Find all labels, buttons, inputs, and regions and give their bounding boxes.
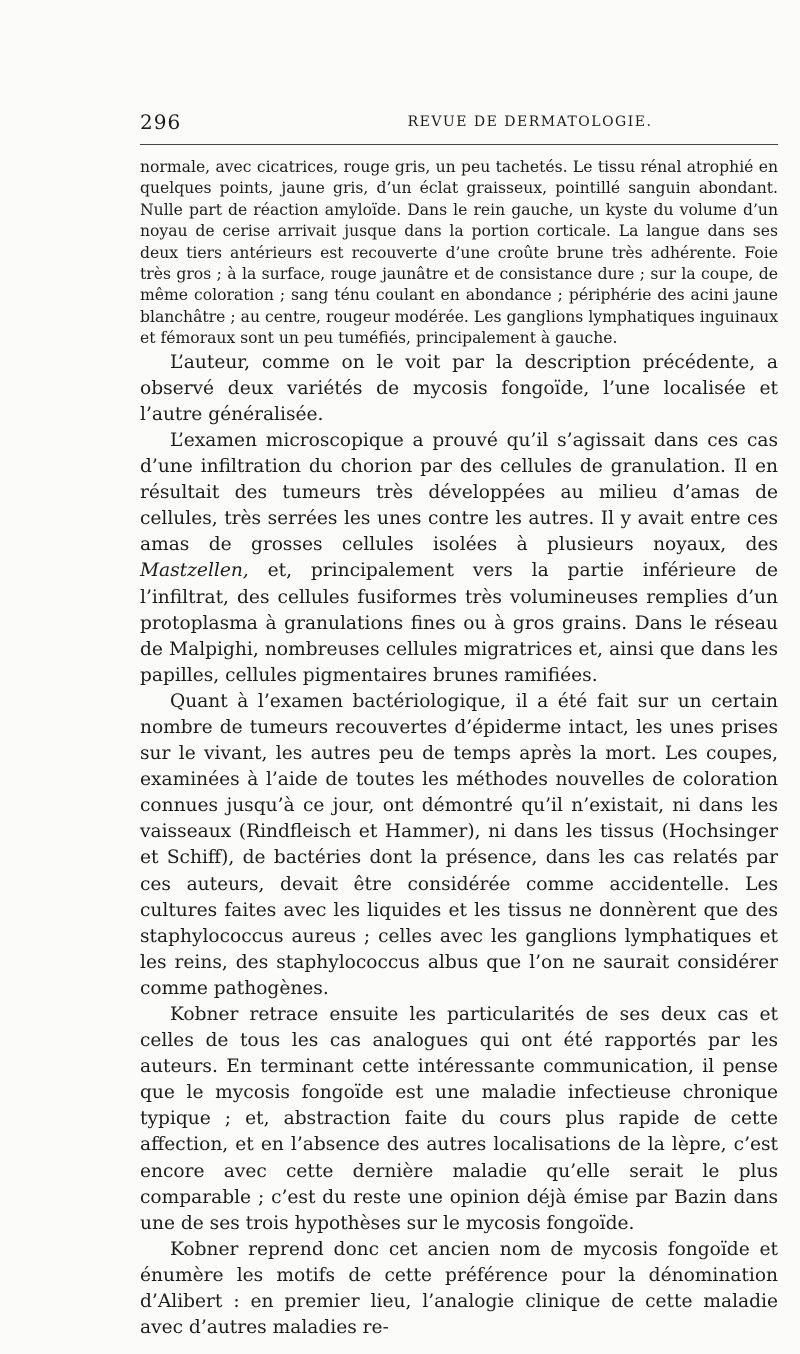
paragraph-bacteriological-exam: Quant à l’examen bactériologique, il a été fait sur un certain nombre de tumeurs recouvertes d’épiderme intact, les unes prises sur le vivant, les autres peu de temps après la mort. Les coupes, examinées à l’aide de toutes les méthodes nouvelles de coloration connues jusqu’à ce jour, ont démontré qu’il n’existait, ni dans les vaisseaux (Rindfleisch et Hammer), ni dans les tissus (Hochsinger et Schiff), de bactéries dont la présence, dans les cas relatés par ces auteurs, devait être considérée comme accidentelle. Les cultures faites avec les liquides et les tissus ne donnèrent que des staphylococcus aureus ; celles avec les ganglions lymphatiques et les reins, des staphylococcus albus que l’on ne saurait considérer comme pathogènes. xyxy=(140,690,778,999)
page-number: 296 xyxy=(140,110,182,134)
italic-term: Mastzellen, xyxy=(140,560,249,582)
paragraph-text: et, principalement vers la partie inférieure de l’infiltrat, des cellules fusiformes très volumineuses remplies d’un protoplasma à granulations fines ou à gros grains. Dans le réseau de Malpighi, nombreuses cellules migratrices et, ainsi que dans les papilles, cellules pigmentaires brunes ramifiées. xyxy=(140,560,778,686)
paragraph-kobner-summary: Kobner retrace ensuite les particularités de ses deux cas et celles de tous les cas analogues qui ont été rapportés par les auteurs. En terminant cette intéressante communication, il pense que le mycosis fongoïde est une maladie infectieuse chronique typique ; et, abstraction faite du cours plus rapide de cette affection, et en l’absence des autres localisations de la lèpre, c’est encore avec cette dernière maladie qu’elle serait le plus comparable ; c’est du reste une opinion déjà émise par Bazin dans une de ses trois hypothèses sur le mycosis fongoïde. xyxy=(140,1004,778,1234)
paragraph-text: L’examen microscopique a prouvé qu’il s’agissait dans ces cas d’une infiltration du chorion par des cellules de granulation. Il en résultait des tumeurs très développées au milieu d’amas de cellules, très serrées les unes contre les autres. Il y avait entre ces amas de grosses cellules isolées à plusieurs noyaux, des xyxy=(140,429,778,556)
paragraph-kobner-naming: Kobner reprend donc cet ancien nom de mycosis fongoïde et énumère les motifs de cette préférence pour la dénomination d’Alibert : en premier lieu, l’analogie clinique de cette maladie avec d’autres maladies re- xyxy=(140,1238,778,1339)
paragraph-microscopic-exam xyxy=(140,428,778,689)
paragraph-autopsy-notes: normale, avec cicatrices, rouge gris, un peu tachetés. Le tissu rénal atrophié en quelques points, jaune gris, d’un éclat graisseux, pointillé sanguin abondant. Nulle part de réaction amyloïde. Dans le rein gauche, un kyste du volume d’un noyau de cerise arrivait jusque dans la portion corticale. La langue dans ses deux tiers antérieurs est recouverte d’une croûte brune très adhérente. Foie très gros ; à la surface, rouge jaunâtre et de consistance dure ; sur la coupe, de même coloration ; sang ténu coulant en abondance ; périphérie des acini jaune blanchâtre ; au centre, rougeur modérée. Les ganglions lymphatiques inguinaux et fémoraux sont un peu tuméfiés, principalement à gauche. xyxy=(140,158,778,348)
running-title: REVUE DE DERMATOLOGIE. xyxy=(407,114,653,130)
paragraph-varieties: L’auteur, comme on le voit par la description précédente, a observé deux variétés de mycosis fongoïde, l’une localisée et l’autre généralisée. xyxy=(140,351,778,425)
body-text xyxy=(140,157,778,1341)
page-header xyxy=(140,110,778,140)
header-rule xyxy=(140,144,778,145)
